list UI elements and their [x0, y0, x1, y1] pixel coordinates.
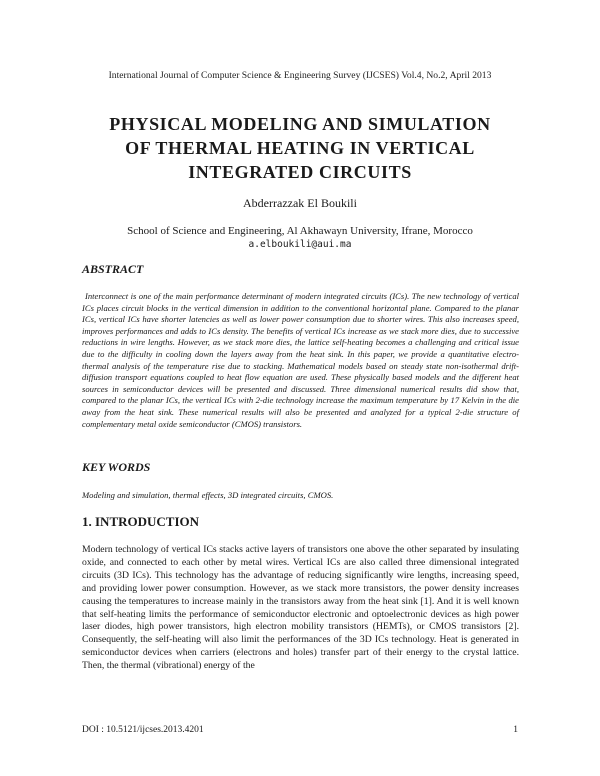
- author-affiliation: School of Science and Engineering, Al Akhawayn University, Ifrane, Morocco: [127, 225, 473, 237]
- abstract-text: Interconnect is one of the main performance determinant of modern integrated circuits (ICs). The new technology of vertical ICs places circuit blocks in the vertical dimension in addition to the conventional horizontal plane. Compared to the planar ICs, vertical ICs have shorter latencies as well as lower power consumption due to shorter wires. This also increases speed, improves performances and adds to ICs density. The benefits of vertical ICs increase as we stack more dies, due to successive reductions in wire lengths. However, as we stack more dies, the lattice self-heating becomes a challenging and critical issue due to the difficulty in cooling down the layers away from the heat sink. In this paper, we provide a quantitative electro-thermal analysis of the temperature rise due to stacking. Mathematical models based on steady state non-isothermal drift-diffusion transport equations coupled to heat flow equation are used. These physically based models and the different heat sources in semiconductor devices will be presented and discussed. Three dimensional numerical results did show that, compared to the planar ICs, the vertical ICs with 2-die technology increase the maximum temperature by 17 Kelvin in the die away from the heat sink. These numerical results will also be presented and analyzed for a typical 2-die structure of complementary metal oxide semiconductor (CMOS) transistors.: [82, 291, 519, 429]
- author-name: Abderrazzak El Boukili: [243, 196, 357, 210]
- doi-footer: DOI : 10.5121/ijcses.2013.4201: [82, 725, 204, 735]
- page-number: 1: [513, 725, 518, 735]
- keywords-heading: KEY WORDS: [82, 460, 151, 474]
- title-line-2: OF THERMAL HEATING IN VERTICAL: [125, 138, 475, 158]
- keywords-text: Modeling and simulation, thermal effects, 3D integrated circuits, CMOS.: [82, 490, 334, 500]
- paper-title: [60, 112, 540, 184]
- title-line-1: PHYSICAL MODELING AND SIMULATION: [109, 114, 491, 134]
- introduction-text: Modern technology of vertical ICs stacks active layers of transistors one above the other separated by insulating oxide, and connected to each other by metal wires. Vertical ICs are also called three dimensional integrated circuits (3D ICs). This technology has the advantage of reducing significantly wire lengths, increasing speed, and providing lower power consumption. However, as we stack more transistors, the power density increases causing the temperatures to increase mainly in the transistors away from the heat sink [1]. And it is well known that self-heating limits the performance of semiconductor electronic and optoelectronic devices as high power laser diodes, high power transistors, high electron mobility transistors (HEMTs), or CMOS transistors [2]. Consequently, the self-heating will also limit the performances of the 3D ICs technology. Heat is generated in semiconductor devices when carriers (electrons and holes) transfer part of their energy to the crystal lattice. Then, the thermal (vibrational) energy of the: [82, 544, 519, 672]
- introduction-heading: 1. INTRODUCTION: [82, 514, 200, 529]
- abstract-heading: ABSTRACT: [82, 262, 144, 276]
- running-header: International Journal of Computer Science & Engineering Survey (IJCSES) Vol.4, No.2, April 2013: [108, 70, 492, 81]
- author-email: a.elboukili@aui.ma: [248, 239, 352, 250]
- title-line-3: INTEGRATED CIRCUITS: [188, 162, 412, 182]
